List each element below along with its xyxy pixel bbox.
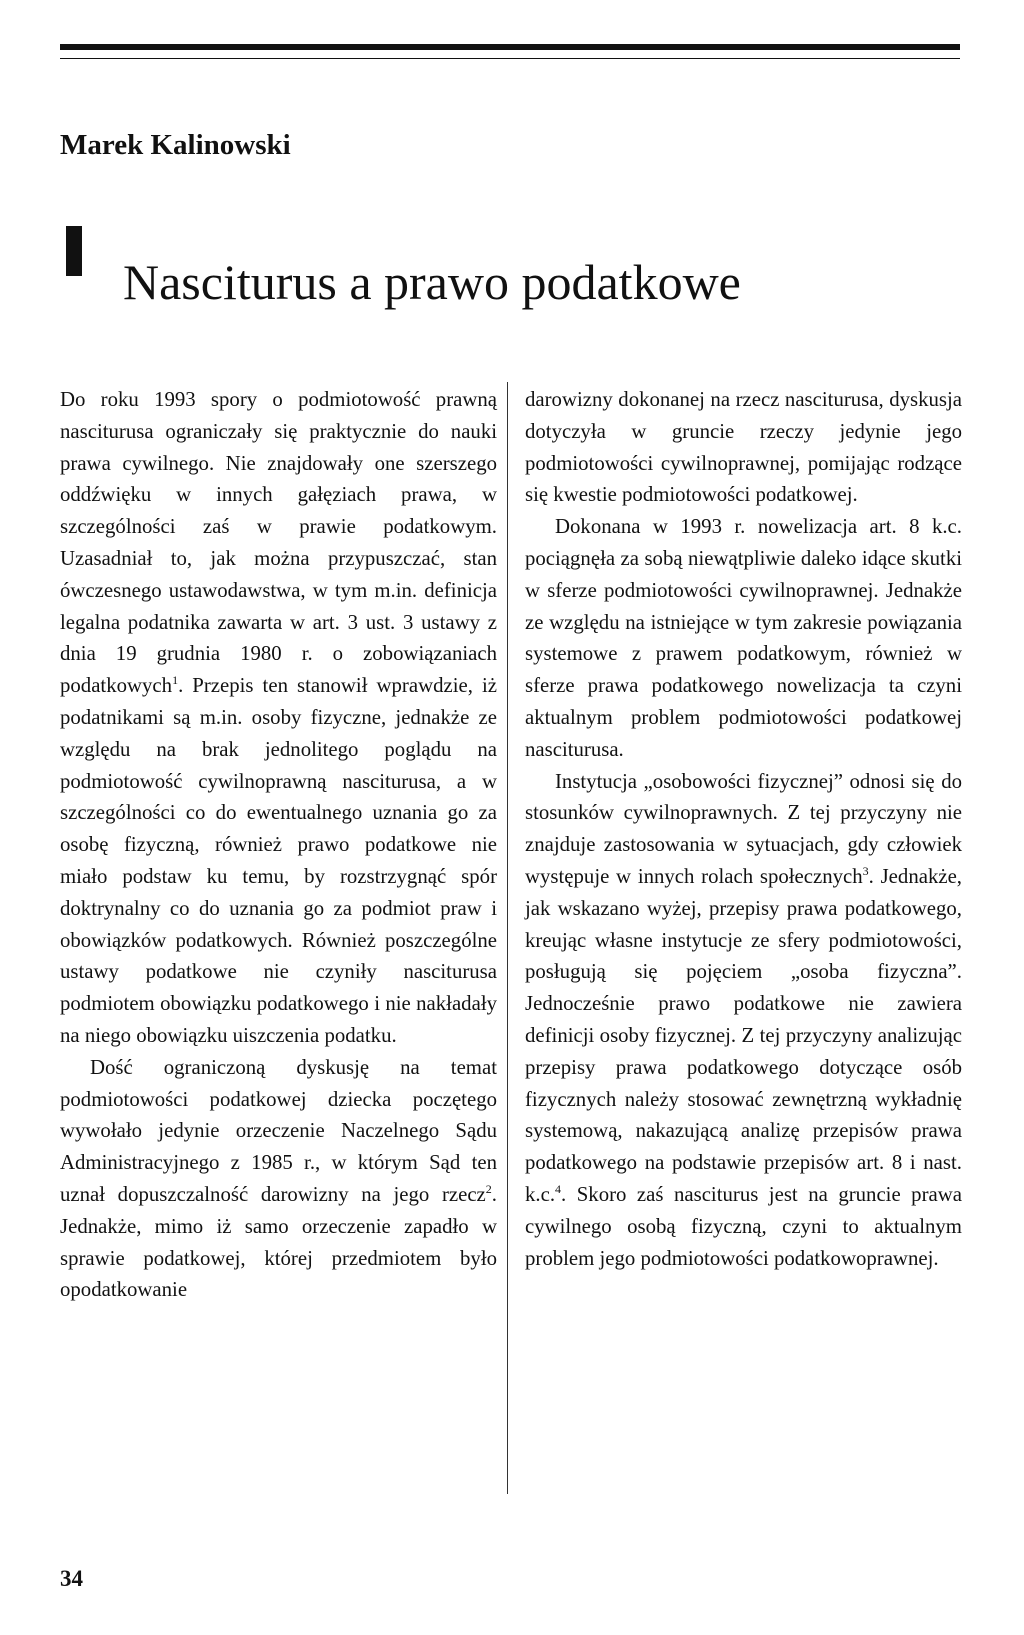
footnote-ref[interactable]: 4 (555, 1182, 562, 1196)
right-paragraph-1: darowizny dokonanej na rzecz nasciturusa, dyskusja dotyczyła w gruncie rzeczy jedynie jego podmiotowości cywilnoprawnej, pomijając rodzące się kwestie podmiotowości podatkowej. (525, 388, 962, 507)
page-number: 34 (60, 1566, 83, 1591)
left-paragraph-2 (60, 1052, 497, 1306)
article-title: Nasciturus a prawo podatkowe (123, 253, 741, 310)
text-span: Instytucja „osobowości fizycznej” odnosi się do stosunków cywilnoprawnych. Z tej przyczyny nie znajduje zastosowania w sytuacjach, gdy człowiek występuje w innych rolach społecznych (525, 769, 962, 888)
title-marker-bar (66, 226, 82, 276)
author-name: Marek Kalinowski (60, 129, 291, 161)
header-rule-thick (60, 44, 960, 50)
left-column (60, 384, 497, 1306)
right-column (525, 384, 962, 1274)
text-span: . Przepis ten stanowił wprawdzie, iż podatnikami są m.in. osoby fizyczne, jednakże ze względu na brak jednolitego poglądu na podmiotowość cywilnoprawną nasciturusa, a w szczególności co do ewentualnego uznania go za osobę fizyczną, również prawo podatkowe nie miało podstaw ku temu, by rozstrzygnąć spór doktrynalny co do uznania go za podmiot praw i obowiązków podatkowych. Również poszczególne ustawy podatkowe nie czyniły nasciturusa podmiotem obowiązku podatkowego i nie nakładały na niego obowiązku uiszczenia podatku. (60, 674, 497, 1047)
text-span: . Skoro zaś nasciturus jest na gruncie prawa cywilnego osobą fizyczną, czyni to aktualnym problem jego podmiotowości podatkowoprawnej. (525, 1182, 962, 1270)
footnote-ref[interactable]: 2 (485, 1182, 492, 1196)
left-paragraph-1 (60, 384, 497, 1052)
text-span: Dość ograniczoną dyskusję na temat podmiotowości podatkowej dziecka poczętego wywołało jedynie orzeczenie Naczelnego Sądu Administracyjnego z 1985 r., w którym Sąd ten uznał dopuszczalność darowizny na jego rzecz (60, 1055, 497, 1206)
text-span: Do roku 1993 spory o podmiotowość prawną nasciturusa ograniczały się praktycznie do nauki prawa cywilnego. Nie znajdowały one szerszego oddźwięku w innych gałęziach prawa, w szczególności zaś w prawie podatkowym. Uzasadniał to, jak można przypuszczać, stan ówczesnego ustawodawstwa, w tym m.in. definicja legalna podatnika zawarta w art. 3 ust. 3 ustawy z dnia 19 grudnia 1980 r. o zobowiązaniach podatkowych (60, 388, 497, 698)
footnote-ref[interactable]: 3 (862, 864, 869, 879)
right-paragraph-2: Dokonana w 1993 r. nowelizacja art. 8 k.c. pociągnęła za sobą niewątpliwie daleko idące skutki w sferze podmiotowości cywilnoprawnej. Jednakże ze względu na istniejące w tym zakresie powiązania systemowe z prawem podatkowym, również w sferze prawa podatkowego nowelizacja ta czyni aktualnym problem podmiotowości podatkowej nasciturusa. (525, 515, 962, 761)
text-span: . Jednakże, mimo iż samo orzeczenie zapadło w sprawie podatkowej, której przedmiotem było opodatkowanie (60, 1182, 497, 1302)
text-span: . Jednakże, jak wskazano wyżej, przepisy prawa podatkowego, kreując własne instytucje ze sfery podmiotowości, posługują się pojęciem „osoba fizyczna”. Jednocześnie prawo podatkowe nie zawiera definicji osoby fizycznej. Z tej przyczyny analizując przepisy prawa podatkowego dotyczące osób fizycznych należy stosować zewnętrzną wykładnię systemową, nakazującą analizę przepisów prawa podatkowego na podstawie przepisów art. 8 i nast. k.c. (525, 864, 963, 1206)
right-paragraph-3 (525, 766, 962, 1275)
footnote-ref[interactable]: 1 (172, 673, 179, 688)
header-rule-thin (60, 58, 960, 59)
column-divider (507, 382, 508, 1494)
